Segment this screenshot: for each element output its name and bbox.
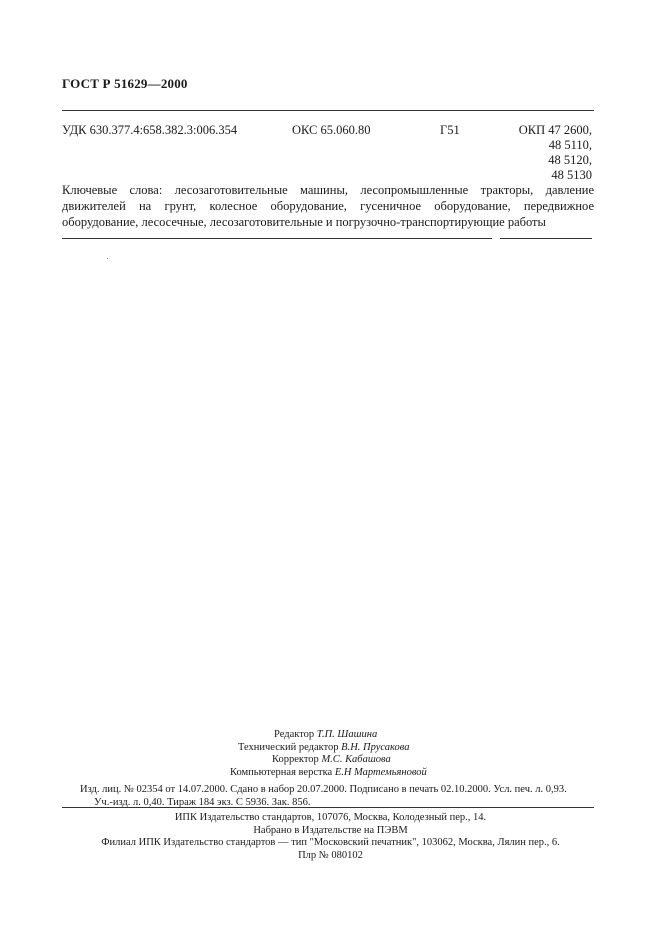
footer-block [0, 812, 661, 862]
credits-block [230, 729, 427, 779]
group-code: Г51 [440, 123, 460, 137]
footer-line: Филиал ИПК Издательство стандартов — тип "Московский печатник", 103062, Москва, Лялин пер., 6. [101, 837, 560, 848]
footer-rule [62, 807, 594, 808]
publication-block [80, 784, 567, 809]
credit-corrector [230, 754, 427, 767]
okp-code: ОКП 47 2600, [518, 123, 592, 137]
udc-code: УДК 630.377.4:658.382.3:006.354 [62, 123, 238, 137]
okp-codes [519, 123, 592, 183]
oks-code: ОКС 65.060.80 [292, 123, 371, 137]
credit-role: Компьютерная верстка [230, 766, 333, 778]
credit-tech-editor [230, 742, 427, 755]
credit-person: Е.Н Мартемьяновой [334, 766, 427, 778]
header-rule [62, 110, 594, 111]
credit-person: В.Н. Прусакова [341, 741, 410, 753]
credit-editor [230, 729, 427, 742]
credit-person: Т.П. Шашина [316, 729, 378, 740]
keywords-rule-short [500, 238, 592, 239]
okp-code: 48 5130 [551, 168, 592, 182]
publication-line: Уч.-изд. л. 0,40. Тираж 184 экз. С 5936. Зак. 856. [94, 796, 311, 808]
credit-role: Редактор [274, 729, 315, 740]
credit-person: М.С. Кабашова [321, 754, 391, 765]
publication-line: Изд. лиц. № 02354 от 14.07.2000. Сдано в набор 20.07.2000. Подписано в печать 02.10.2000. Усл. печ. л. 0,93. [80, 784, 567, 795]
okp-code: 48 5110, [548, 138, 592, 152]
okp-code: 48 5120, [548, 153, 592, 167]
footer-line: Плр № 080102 [298, 849, 363, 861]
keywords-rule-long [62, 238, 492, 239]
keywords-paragraph: Ключевые слова: лесозаготовительные машины, лесопромышленные тракторы, давление движителей на грунт, колесное оборудование, гусеничное оборудование, передвижное оборудование, лесосечные, лесозаготовительные и погрузочно-транспортирующие работы [62, 183, 594, 229]
scan-speck [107, 258, 108, 259]
credit-role: Технический редактор [238, 741, 339, 753]
credit-role: Корректор [272, 754, 319, 765]
footer-line: ИПК Издательство стандартов, 107076, Москва, Колодезный пер., 14. [174, 812, 487, 823]
credit-layout [230, 767, 427, 780]
footer-line: Набрано в Издательстве на ПЭВМ [253, 824, 408, 836]
standard-id: ГОСТ Р 51629—2000 [62, 76, 188, 91]
